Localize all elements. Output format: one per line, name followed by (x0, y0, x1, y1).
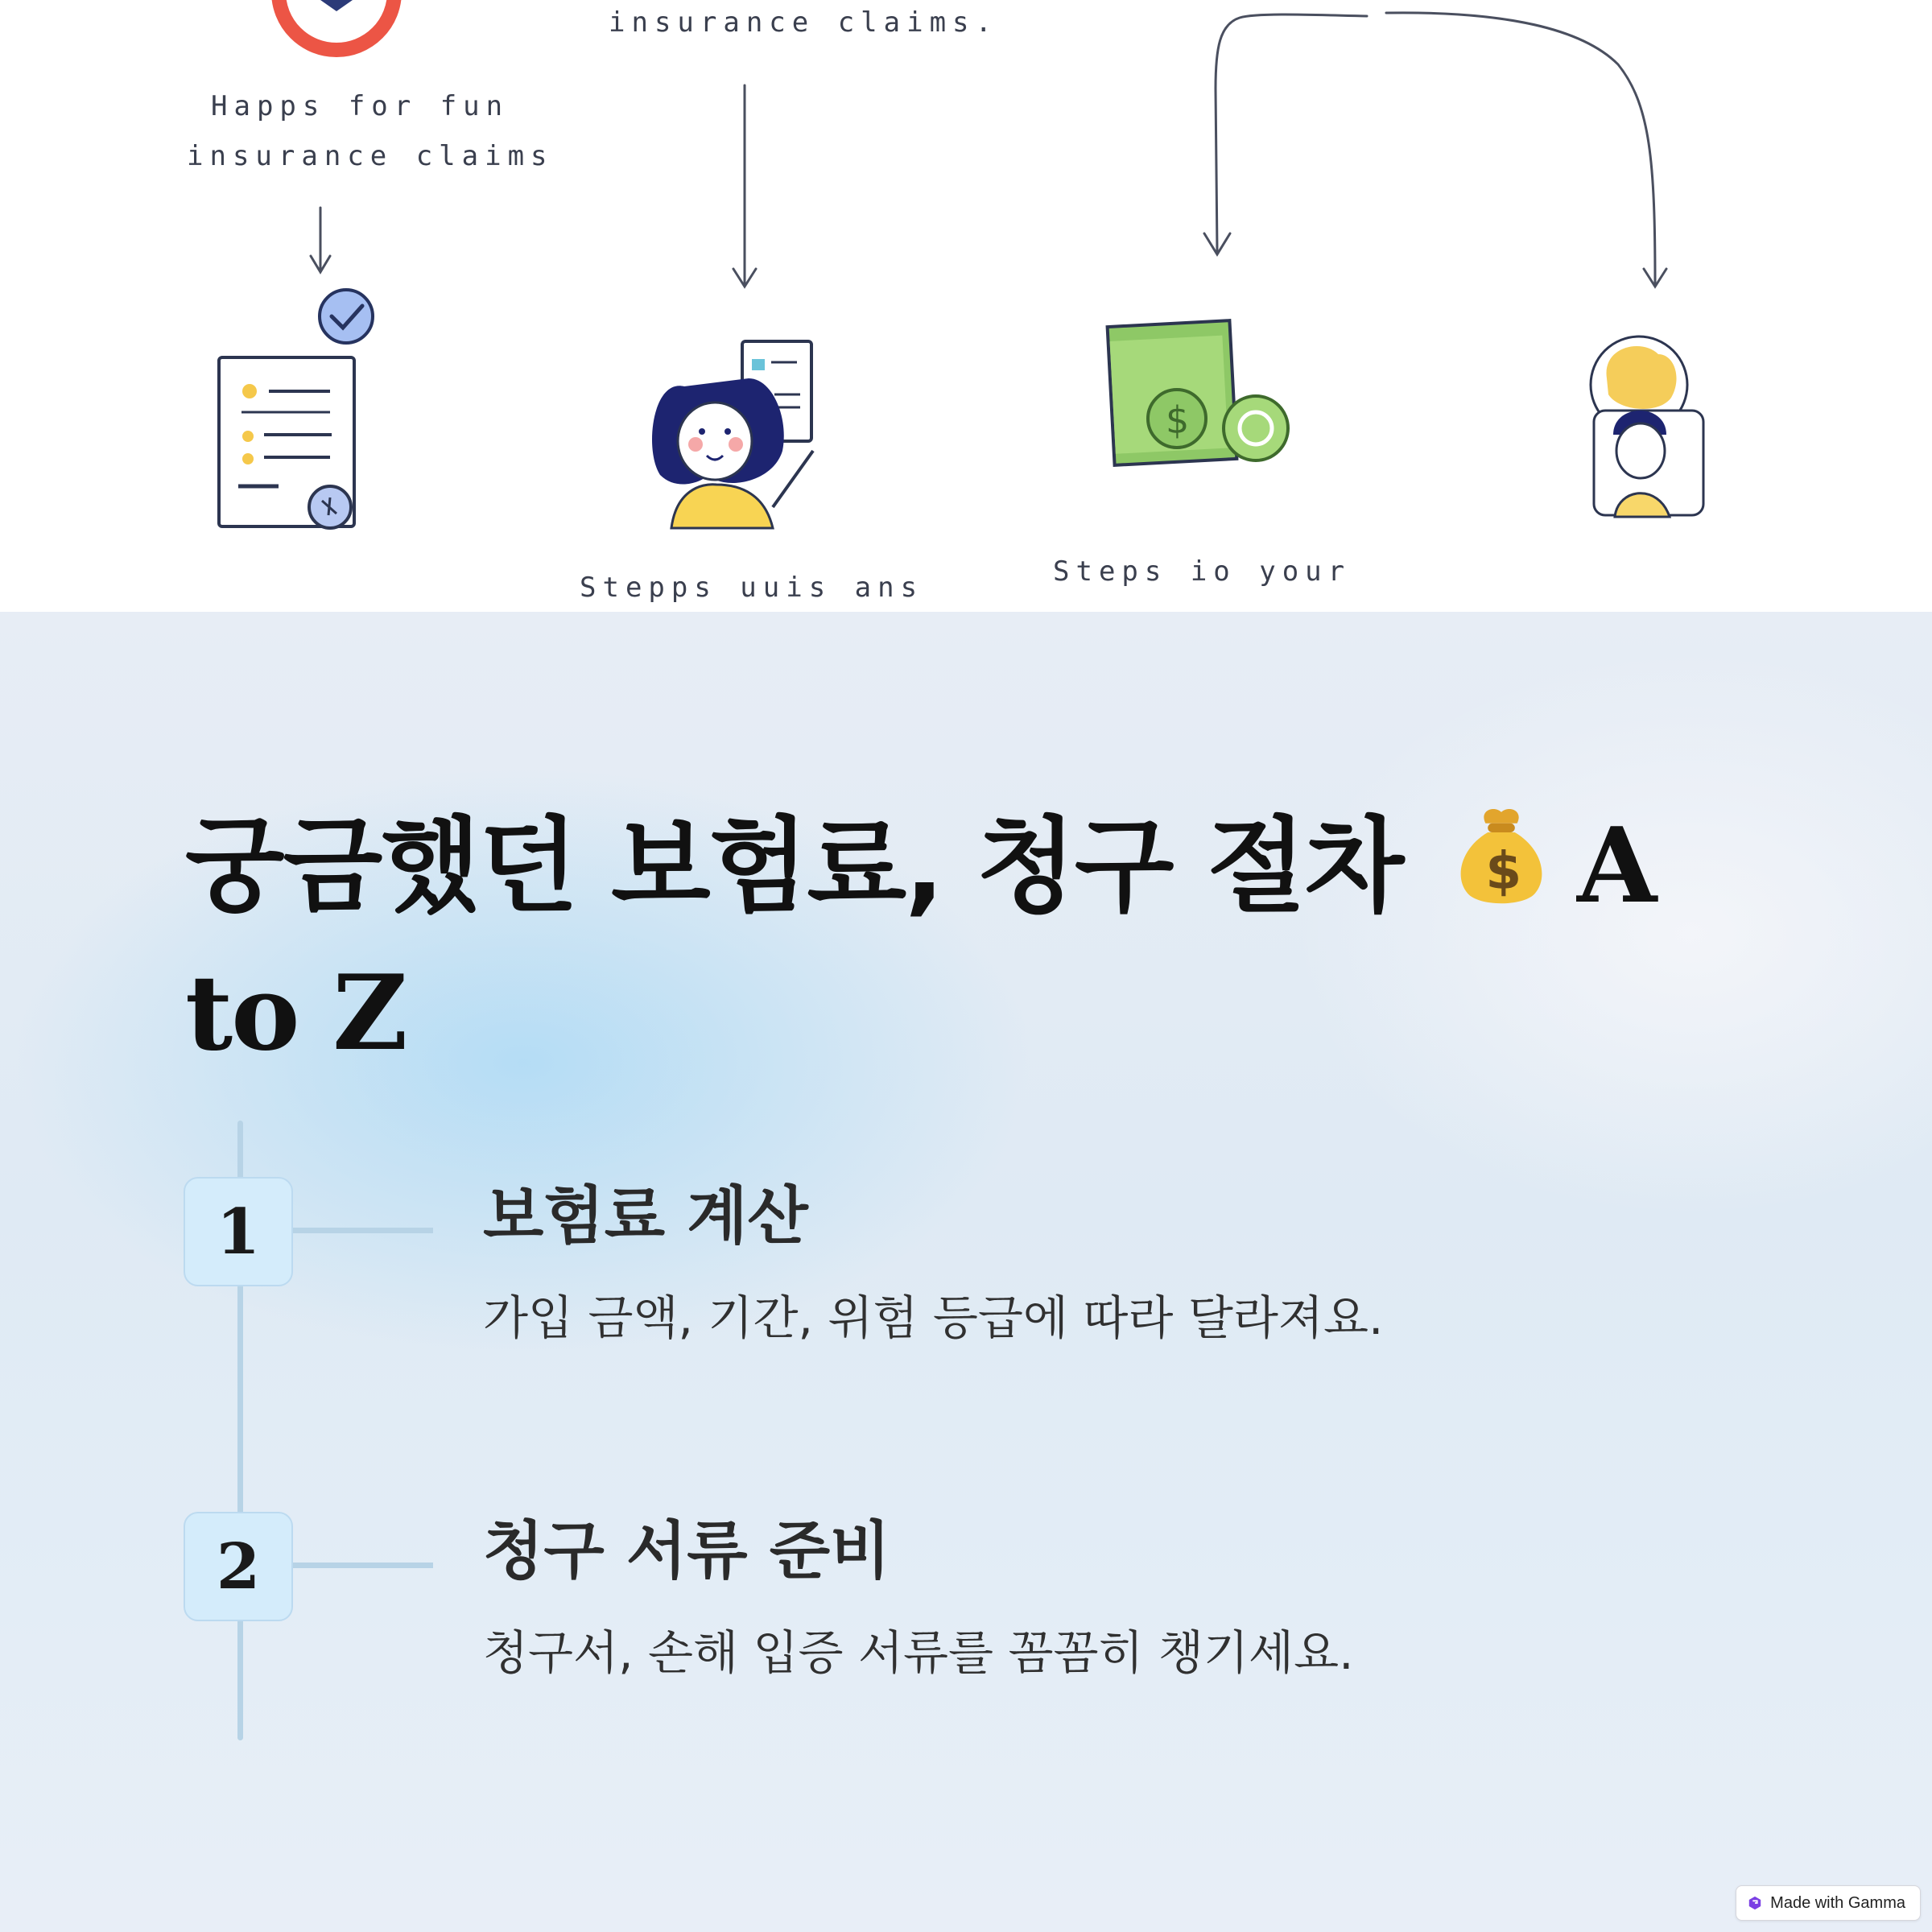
money-icon (1108, 320, 1288, 465)
shield-icon (279, 0, 394, 50)
page-title-korean: 궁금했던 보험료, 청구 절차 (185, 807, 1403, 927)
sketch-caption: insurance claims (187, 140, 554, 172)
step-connector (293, 1228, 433, 1233)
step-number-badge: 2 (184, 1512, 293, 1621)
page-title-latin: A to Z (185, 806, 1656, 1074)
page-title (185, 793, 1715, 1088)
content-panel (0, 612, 1932, 1932)
step-number-badge: 1 (184, 1177, 293, 1286)
sketch-caption: Stepps uuis ans (580, 572, 924, 604)
made-with-gamma-badge[interactable] (1736, 1885, 1921, 1921)
person-document-icon (652, 341, 813, 528)
person-lightbulb-icon (1591, 336, 1703, 517)
insurance-illustration (0, 0, 1932, 612)
money-bag-icon (1445, 799, 1558, 911)
sketch-caption: insurance claims. (609, 6, 998, 39)
check-circle-icon (320, 290, 373, 343)
document-icon (219, 357, 354, 528)
step-connector (293, 1563, 433, 1568)
step-title: 청구 서류 준비 (483, 1515, 891, 1587)
sketch-caption: Steps io your (1053, 555, 1352, 588)
step-description: 청구서, 손해 입증 서류를 꼼꼼히 챙기세요. (483, 1625, 1354, 1680)
gamma-logo-icon (1748, 1896, 1762, 1910)
step-description: 가입 금액, 기간, 위험 등급에 따라 달라져요. (483, 1290, 1384, 1345)
svg-text:$: $ (1485, 841, 1520, 902)
svg-text:$: $ (1166, 398, 1190, 442)
sketch-caption: Happs for fun (211, 90, 510, 122)
step-title: 보험료 계산 (483, 1180, 808, 1253)
gamma-badge-label: Made with Gamma (1770, 1893, 1905, 1912)
